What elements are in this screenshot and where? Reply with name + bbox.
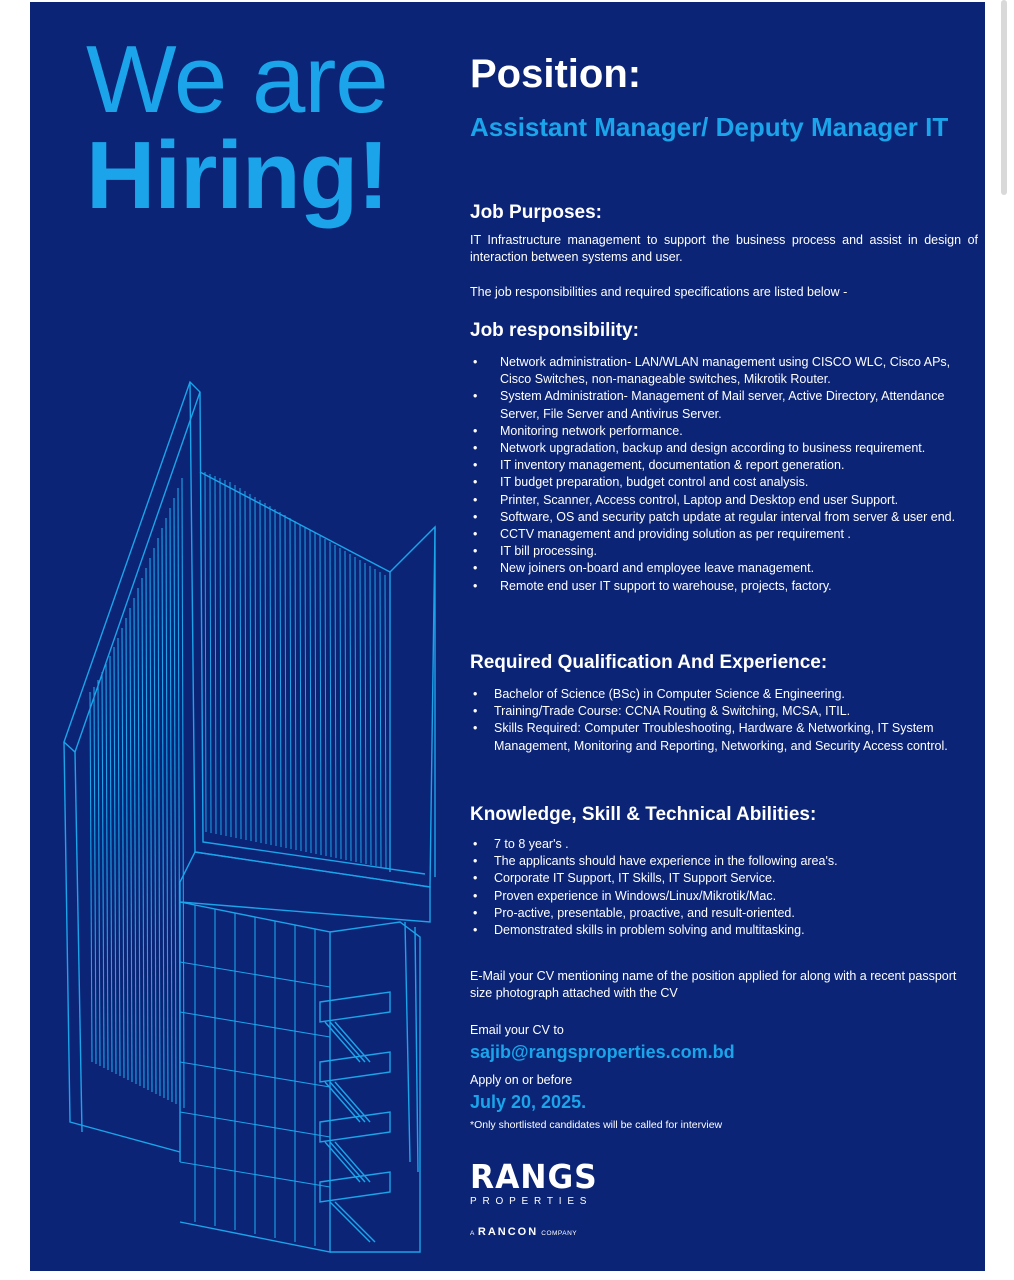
list-item	[470, 686, 965, 703]
qualification-section	[470, 652, 980, 755]
shortlist-note: *Only shortlisted candidates will be called for interview	[470, 1119, 723, 1132]
list-item	[470, 870, 965, 887]
list-item-text: Bachelor of Science (BSc) in Computer Science & Engineering.	[494, 687, 845, 701]
list-item	[470, 440, 975, 457]
rangs-logo	[470, 1157, 604, 1207]
apply-instructions: E-Mail your CV mentioning name of the position applied for along with a recent passport size photograph attached with the CV	[470, 969, 957, 1001]
list-item-text: System Administration- Management of Mail server, Active Directory, Attendance Server, File Server and Antivirus Server.	[500, 389, 945, 421]
list-item-text: Pro-active, presentable, proactive, and result-oriented.	[494, 905, 795, 920]
deadline-date: July 20, 2025.	[470, 1092, 587, 1113]
bullet-icon: •	[473, 509, 478, 524]
job-poster	[30, 2, 985, 1271]
list-item-text: Network upgradation, backup and design according to business requirement.	[500, 441, 926, 456]
bullet-icon: •	[473, 721, 478, 736]
position-title: Assistant Manager/ Deputy Manager IT	[470, 112, 949, 142]
list-item	[470, 836, 965, 853]
job-purposes-section	[470, 202, 980, 301]
contact-email[interactable]: sajib@rangsproperties.com.bd	[470, 1041, 735, 1062]
job-purposes-text: IT Infrastructure management to support the business process and assist in design of interaction between systems and user.	[470, 233, 978, 265]
email-label: Email your CV to	[470, 1022, 564, 1037]
list-item-text: Training/Trade Course: CCNA Routing & Switching, MCSA, ITIL.	[494, 704, 851, 719]
page-scrollbar[interactable]	[1001, 0, 1007, 195]
bullet-icon: •	[473, 389, 478, 404]
knowledge-list	[470, 836, 965, 939]
bullet-icon: •	[473, 888, 478, 903]
logo-name: RANGS	[470, 1157, 598, 1196]
bullet-icon: •	[473, 561, 478, 576]
list-item-text: IT bill processing.	[500, 544, 598, 559]
list-item	[470, 423, 975, 440]
knowledge-section	[470, 804, 980, 939]
bullet-icon: •	[473, 837, 478, 851]
list-item	[470, 354, 975, 388]
list-item	[470, 853, 965, 870]
bullet-icon: •	[473, 544, 478, 559]
list-item-text: Skills Required: Computer Troubleshooting, Hardware & Networking, IT System Management, Monitoring and Reporting, Networking, and Security Access control.	[494, 721, 948, 753]
bullet-icon: •	[473, 905, 478, 920]
qualification-heading: Required Qualification And Experience:	[470, 652, 828, 673]
list-item-text: Network administration- LAN/WLAN management using CISCO WLC, Cisco APs, Cisco Switches, non-manageable switches, Mikrotik Router.	[500, 355, 951, 387]
list-item	[470, 457, 975, 474]
bullet-icon: •	[473, 441, 478, 456]
bullet-icon: •	[473, 854, 478, 869]
list-item	[470, 720, 965, 754]
company-suffix: COMPANY	[541, 1230, 578, 1237]
company-prefix: A	[470, 1230, 475, 1237]
list-item	[470, 922, 965, 939]
job-purposes-intro: The job responsibilities and required specifications are listed below -	[470, 284, 848, 299]
list-item-text: Monitoring network performance.	[500, 423, 683, 438]
bullet-icon: •	[473, 704, 478, 719]
bullet-icon: •	[473, 871, 478, 886]
building-illustration	[30, 362, 460, 1262]
bullet-icon: •	[473, 475, 478, 490]
rancon-company-mark	[470, 1226, 577, 1238]
knowledge-heading: Knowledge, Skill & Technical Abilities:	[470, 804, 817, 825]
list-item-text: Printer, Scanner, Access control, Laptop and Desktop end user Support.	[500, 492, 899, 507]
list-item-text: Demonstrated skills in problem solving and multitasking.	[494, 923, 805, 938]
list-item-text: The applicants should have experience in the following area's.	[494, 854, 838, 869]
list-item	[470, 543, 975, 560]
job-responsibility-section	[470, 320, 980, 595]
job-purposes-heading: Job Purposes:	[470, 202, 602, 223]
responsibility-list	[470, 354, 975, 595]
bullet-icon: •	[473, 578, 478, 593]
bullet-icon: •	[473, 492, 478, 507]
list-item	[470, 509, 975, 526]
list-item	[470, 905, 965, 922]
list-item	[470, 888, 965, 905]
list-item	[470, 526, 975, 543]
list-item-text: Remote end user IT support to warehouse, projects, factory.	[500, 578, 832, 593]
list-item-text: New joiners on-board and employee leave management.	[500, 561, 815, 576]
list-item-text: IT inventory management, documentation & report generation.	[500, 458, 845, 473]
list-item	[470, 388, 975, 422]
logo-sub: PROPERTIES	[470, 1196, 593, 1207]
list-item-text: Proven experience in Windows/Linux/Mikrotik/Mac.	[494, 888, 777, 903]
bullet-icon: •	[473, 687, 478, 701]
job-responsibility-heading: Job responsibility:	[470, 320, 639, 341]
bullet-icon: •	[473, 423, 478, 438]
list-item	[470, 578, 975, 595]
bullet-icon: •	[473, 923, 478, 938]
list-item	[470, 492, 975, 509]
qualification-list	[470, 686, 965, 755]
list-item-text: 7 to 8 year's .	[494, 837, 569, 851]
list-item-text: Corporate IT Support, IT Skills, IT Support Service.	[494, 871, 776, 886]
apply-section	[470, 968, 970, 1131]
position-label: Position:	[470, 52, 642, 96]
list-item	[470, 560, 975, 577]
list-item-text: Software, OS and security patch update at regular interval from server & user end.	[500, 509, 956, 524]
company-name: RANCON	[477, 1226, 539, 1238]
list-item-text: CCTV management and providing solution as per requirement .	[500, 527, 851, 542]
bullet-icon: •	[473, 458, 478, 473]
headline-hiring: Hiring!	[86, 122, 389, 229]
list-item	[470, 474, 975, 491]
list-item	[470, 703, 965, 720]
deadline-label: Apply on or before	[470, 1072, 573, 1087]
bullet-icon: •	[473, 527, 478, 542]
headline-we-are: We are	[86, 26, 388, 133]
list-item-text: IT budget preparation, budget control and cost analysis.	[500, 475, 809, 490]
bullet-icon: •	[473, 355, 478, 369]
